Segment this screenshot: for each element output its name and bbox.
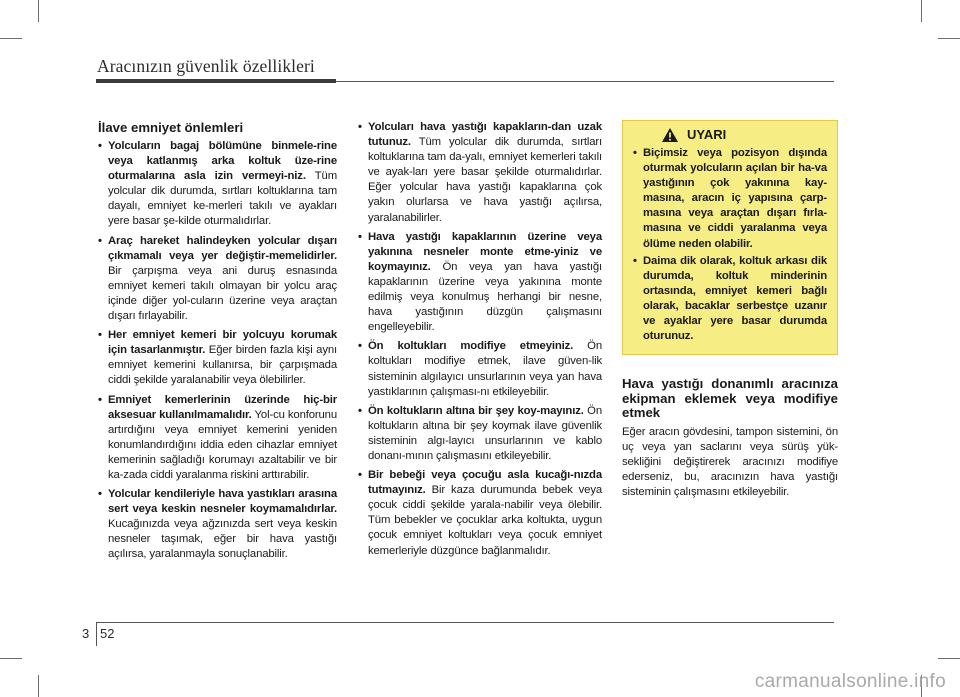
crop-mark — [938, 38, 960, 39]
crop-mark — [0, 658, 22, 659]
warning-triangle-icon — [661, 127, 679, 143]
list-item — [98, 139, 337, 230]
section-title: Hava yastığı donanımlı aracınıza ekipman eklemek veya modifiye etmek — [622, 376, 838, 421]
page-header-title: Aracınızın güvenlik özellikleri — [97, 56, 315, 76]
footer-rule — [96, 622, 834, 623]
list-item — [98, 234, 337, 325]
warning-header — [633, 127, 827, 143]
crop-mark — [38, 675, 39, 697]
section-body: Eğer aracın gövdesini, tampon sistemini, ön uç veya yan saclarını veya sürüş yük-sekliğini değiştirerek aracınızı modifiye ederseniz, bu, aracınızın hava yastığı sisteminin çalışmasını etkileyebilir. — [622, 425, 838, 499]
list-item — [98, 487, 337, 562]
column-left — [98, 120, 337, 567]
list-item — [358, 120, 602, 226]
precautions-list — [98, 139, 337, 563]
item-lead: Her emniyet kemeri bir yolcuyu korumak için tasarlanmıştır. — [108, 329, 337, 357]
list-item — [358, 230, 602, 336]
crop-mark — [0, 38, 22, 39]
crop-mark — [38, 0, 39, 22]
item-text: Bir çarpışma veya ani duruş esnasında emniyet kemeri takılı olmayan bir yolcu araç içinde diğer yol-cuların üzerine veya araçtan dışarı fırlayabilir. — [108, 264, 337, 323]
warning-list — [633, 146, 827, 344]
column-middle — [358, 120, 602, 563]
column-right — [622, 120, 838, 500]
header-bar — [96, 79, 336, 83]
item-text: Ön koltukların altına bir şey koymak ilave güvenlik sisteminin algı-layıcı unsurlarının ve kablo donanı-mının çalışmasını etkileyebilir. — [368, 404, 602, 462]
item-lead: Ön koltukları modifiye etmeyiniz. — [368, 340, 574, 353]
list-item — [358, 468, 602, 559]
item-text: Kucağınızda veya ağzınızda sert veya keskin nesneler taşımak, eğer bir hava yastığı açılırsa, yaralanmayla sonuçlanabilir. — [108, 518, 337, 561]
warning-title: UYARI — [687, 127, 727, 143]
list-item — [358, 339, 602, 399]
list-item — [358, 404, 602, 464]
item-lead: Yolcuları hava yastığı kapakların-dan uzak tutunuz. — [368, 121, 602, 149]
footer-separator — [96, 622, 97, 646]
item-text: Bir kaza durumunda bebek veya çocuk ciddi şekilde yarala-nabilir veya ölebilir. Tüm bebekler ve çocuklar arka koltukta, uygun çocuk emniyet koltukları veya çocuk emniyet kemerleriyle düzgünce bağlanmalıdır. — [368, 484, 602, 557]
crop-mark — [921, 0, 922, 22]
watermark: carmanualsonline.info — [754, 671, 946, 692]
item-lead: Bir bebeği veya çocuğu asla kucağı-nızda tutmayınız. — [368, 469, 602, 497]
list-item — [98, 328, 337, 388]
item-text: Yol-cu konforunu artırdığını veya emniyet kemerini yeniden konumlandırdığını iddia eden cihazlar emniyet kemerinin sağladığı korumayı azaltabilir ve bir ka-zada ciddi yaralanma riskini arttırabilir. — [108, 408, 337, 481]
item-lead: Hava yastığı kapaklarının üzerine veya yakınına nesneler monte etme-yiniz ve koymayınız. — [368, 230, 602, 273]
warning-box — [622, 120, 838, 355]
list-item — [98, 393, 337, 484]
warning-item: • Biçimsiz veya pozisyon dışında oturmak yolcuların açılan bir ha-va yastığının çok yakınına kay-masına, aracın iç yapısına çarp-masına veya araçtan dışarı fırla-masına ve ciddi yaralanma veya ölüme neden olabilir. — [633, 146, 827, 252]
item-lead: Yolcular kendileriyle hava yastıkları arasına sert veya keskin nesneler koymamalıdırlar. — [108, 488, 337, 516]
item-text: Tüm yolcular dik durumda, sırtları koltuklarına tam da-yalı, emniyet kemerleri takılı ve ayak-ları yere basar şekilde oturmalıdırlar. Eğer yolcular hava yastığı kapaklarına çok yakın olurlarsa ve hava yastığı açılırsa, yaralanabilirler. — [368, 136, 602, 224]
airbag-list — [358, 120, 602, 559]
item-lead: Ön koltukların altına bir şey koy-mayınız. — [368, 404, 584, 417]
header-rule — [336, 81, 834, 82]
item-lead: Yolcuların bagaj bölümüne binmele-rine veya katlanmış arka koltuk üze-rine oturmalarına asla izin vermeyi-niz. — [108, 140, 337, 183]
item-text: Ön veya yan hava yastığı kapaklarının üzerine veya yakınına monte edilmiş veya konulmuş herhangi bir nesne, hava yastığının düzgün çalışmasını engelleyebilir. — [368, 260, 602, 334]
crop-mark — [938, 658, 960, 659]
chapter-number: 3 — [82, 626, 90, 641]
page-number: 52 — [100, 626, 115, 641]
item-lead: Emniyet kemerlerinin üzerinde hiç-bir aksesuar kullanılmamalıdır. — [108, 393, 337, 421]
item-text: Tüm yolcular dik durumda, sırtları koltuklarına tam dayalı, emniyet ke-merleri takılı ve ayakları yere basar şe-kilde oturmalıdırlar. — [108, 170, 337, 228]
warning-item: • Daima dik olarak, koltuk arkası dik durumda, koltuk minderinin ortasında, emniyet kemeri bağlı olarak, bacaklar serbestçe uzanır ve ayaklar yere basar durumda oturunuz. — [633, 254, 827, 345]
section-title: İlave emniyet önlemleri — [98, 120, 244, 135]
item-lead: Araç hareket halindeyken yolcular dışarı çıkmamalı veya yer değiştir-memelidirler. — [108, 234, 337, 262]
item-text: Ön koltukları modifiye etmek, ilave güven-lik sisteminin algılayıcı unsurlarının veya yan hava yastıklarının çalışması-nı etkileyebilir. — [368, 340, 602, 398]
item-text: Eğer birden fazla kişi aynı emniyet kemerini kullanırsa, bir çarpışmada ciddi şekilde yaralanabilir veya ölebilirler. — [108, 344, 338, 387]
